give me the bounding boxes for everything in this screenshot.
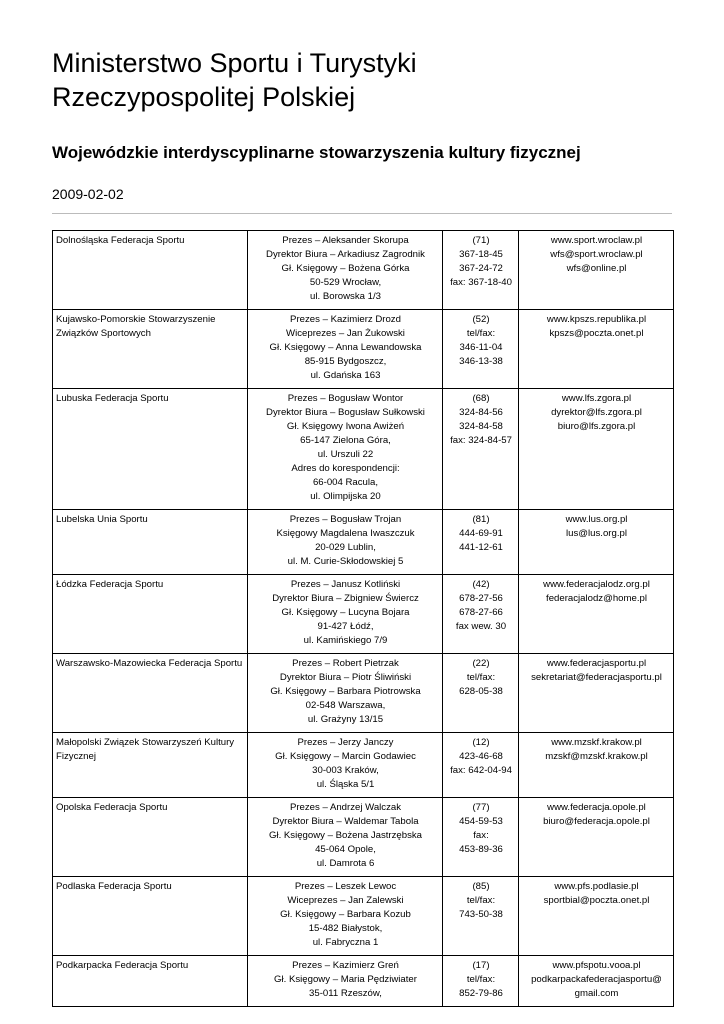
- table-row: [53, 231, 674, 310]
- web-line: kpszs@poczta.onet.pl: [549, 328, 644, 339]
- web-line: wfs@sport.wroclaw.pl: [550, 249, 643, 260]
- table-row: [53, 798, 674, 877]
- contact-line: Gł. Księgowy – Bożena Górka: [281, 263, 410, 274]
- phone-line: (85): [472, 881, 490, 892]
- web-cell: [519, 654, 674, 733]
- table-row: [53, 389, 674, 510]
- phone-line: tel/fax:: [466, 895, 496, 906]
- federation-name-cell: [53, 510, 248, 575]
- phones-cell: [443, 310, 519, 389]
- phone-line: 346-13-38: [459, 356, 503, 367]
- federation-name-cell: [53, 798, 248, 877]
- phone-line: fax: 642-04-94: [450, 765, 512, 776]
- web-line: sekretariat@federacjasportu.pl: [531, 672, 662, 683]
- table-row: [53, 877, 674, 956]
- web-line: wfs@online.pl: [566, 263, 627, 274]
- phones-cell: [443, 654, 519, 733]
- contact-line: 65-147 Zielona Góra,: [300, 435, 391, 446]
- phone-line: 444-69-91: [459, 528, 503, 539]
- phone-line: (81): [472, 514, 490, 525]
- web-line: www.lfs.zgora.pl: [561, 393, 632, 404]
- phone-line: 628-05-38: [459, 686, 503, 697]
- contact-line: Gł. Księgowy – Barbara Kozub: [280, 909, 411, 920]
- page-subtitle: Wojewódzkie interdyscyplinarne stowarzyszenia kultury fizycznej: [52, 143, 581, 162]
- contact-line: 15-482 Białystok,: [308, 923, 383, 934]
- contacts-cell: [248, 389, 443, 510]
- contact-line: ul. Śląska 5/1: [316, 779, 375, 790]
- contacts-cell: [248, 575, 443, 654]
- phone-line: 367-18-45: [459, 249, 503, 260]
- federation-name-cell: [53, 310, 248, 389]
- contact-line: Gł. Księgowy – Maria Pędziwiater: [274, 974, 417, 985]
- web-cell: [519, 389, 674, 510]
- contacts-cell: [248, 798, 443, 877]
- federation-name: Lubuska Federacja Sportu: [56, 393, 169, 404]
- phones-cell: [443, 231, 519, 310]
- federation-name-cell: [53, 733, 248, 798]
- federations-table: [52, 230, 674, 1007]
- phone-line: 454-59-53: [459, 816, 503, 827]
- contact-line: Prezes – Bogusław Trojan: [289, 514, 402, 525]
- federation-name: Łódzka Federacja Sportu: [56, 579, 164, 590]
- contact-line: Dyrektor Biura – Bogusław Sułkowski: [266, 407, 425, 418]
- web-cell: [519, 575, 674, 654]
- phone-line: (71): [472, 235, 490, 246]
- contact-line: Gł. Księgowy Iwona Awiżeń: [286, 421, 405, 432]
- web-line: www.kpszs.republika.pl: [546, 314, 647, 325]
- contact-line: Prezes – Robert Pietrzak: [292, 658, 399, 669]
- contact-line: Księgowy Magdalena Iwaszczuk: [276, 528, 415, 539]
- phone-line: tel/fax:: [466, 672, 496, 683]
- federation-name: Podlaska Federacja Sportu: [56, 881, 172, 892]
- contact-line: Wiceprezes – Jan Żukowski: [286, 328, 405, 339]
- page-title-line-1: Ministerstwo Sportu i Turystyki: [52, 48, 417, 78]
- federation-name: Małopolski Związek Stowarzyszeń Kultury Fizycznej: [56, 737, 235, 762]
- contact-line: Gł. Księgowy – Barbara Piotrowska: [270, 686, 421, 697]
- web-line: lus@lus.org.pl: [566, 528, 627, 539]
- web-cell: [519, 798, 674, 877]
- federation-name: Kujawsko-Pomorskie Stowarzyszenie Związków Sportowych: [56, 314, 216, 339]
- federation-name-cell: [53, 956, 248, 1007]
- phone-line: 324-84-58: [459, 421, 503, 432]
- contacts-cell: [248, 733, 443, 798]
- contacts-cell: [248, 956, 443, 1007]
- phone-line: tel/fax:: [466, 328, 496, 339]
- phone-line: fax: 324-84-57: [450, 435, 512, 446]
- contact-line: Dyrektor Biura – Zbigniew Świercz: [272, 593, 419, 604]
- federation-name: Warszawsko-Mazowiecka Federacja Sportu: [56, 658, 243, 669]
- contact-line: Gł. Księgowy – Marcin Godawiec: [275, 751, 416, 762]
- contact-line: Adres do korespondencji:: [291, 463, 400, 474]
- contact-line: ul. Olimpijska 20: [310, 491, 381, 502]
- contact-line: Gł. Księgowy – Bożena Jastrzębska: [268, 830, 423, 841]
- contact-line: ul. Kamińskiego 7/9: [303, 635, 388, 646]
- page-title: [52, 46, 417, 114]
- web-cell: [519, 733, 674, 798]
- contact-line: 20-029 Lublin,: [315, 542, 376, 553]
- web-line: www.mzskf.krakow.pl: [551, 737, 642, 748]
- web-cell: [519, 231, 674, 310]
- contact-line: Prezes – Leszek Lewoc: [294, 881, 397, 892]
- table-row: [53, 310, 674, 389]
- web-line: dyrektor@lfs.zgora.pl: [551, 407, 642, 418]
- phone-line: 678-27-66: [459, 607, 503, 618]
- federation-name: Podkarpacka Federacja Sportu: [56, 960, 189, 971]
- contact-line: 50-529 Wrocław,: [309, 277, 382, 288]
- federation-name-cell: [53, 389, 248, 510]
- web-line: www.federacjasportu.pl: [546, 658, 647, 669]
- contact-line: Gł. Księgowy – Lucyna Bojara: [281, 607, 410, 618]
- contact-line: Prezes – Janusz Kotliński: [290, 579, 401, 590]
- phone-line: 441-12-61: [459, 542, 503, 553]
- federations-table-body: [53, 231, 674, 1007]
- contact-line: Dyrektor Biura – Piotr Śliwiński: [279, 672, 412, 683]
- contact-line: 85-915 Bydgoszcz,: [304, 356, 387, 367]
- contact-line: ul. Gdańska 163: [310, 370, 381, 381]
- phone-line: fax: 367-18-40: [450, 277, 512, 288]
- federation-name: Lubelska Unia Sportu: [56, 514, 148, 525]
- federation-name-cell: [53, 654, 248, 733]
- phones-cell: [443, 575, 519, 654]
- phone-line: 346-11-04: [459, 342, 503, 353]
- phones-cell: [443, 798, 519, 877]
- phone-line: (68): [472, 393, 490, 404]
- table-row: [53, 654, 674, 733]
- contact-line: ul. Damrota 6: [316, 858, 375, 869]
- contact-line: ul. Borowska 1/3: [310, 291, 381, 302]
- contact-line: Prezes – Aleksander Skorupa: [282, 235, 409, 246]
- web-cell: [519, 510, 674, 575]
- phones-cell: [443, 733, 519, 798]
- web-line: www.sport.wroclaw.pl: [550, 235, 643, 246]
- phones-cell: [443, 877, 519, 956]
- phones-cell: [443, 510, 519, 575]
- phone-line: (22): [472, 658, 490, 669]
- contact-line: 91-427 Łódź,: [317, 621, 374, 632]
- phones-cell: [443, 389, 519, 510]
- phone-line: 678-27-56: [459, 593, 503, 604]
- web-cell: [519, 310, 674, 389]
- contact-line: ul. Fabryczna 1: [312, 937, 379, 948]
- phone-line: (77): [472, 802, 490, 813]
- table-row: [53, 956, 674, 1007]
- web-line: www.lus.org.pl: [565, 514, 628, 525]
- contact-line: 45-064 Opole,: [315, 844, 376, 855]
- web-cell: [519, 877, 674, 956]
- web-line: www.pfspotu.vooa.pl: [552, 960, 641, 971]
- header-divider: [52, 213, 672, 214]
- web-line: biuro@lfs.zgora.pl: [557, 421, 636, 432]
- contacts-cell: [248, 310, 443, 389]
- document-date: 2009-02-02: [52, 186, 124, 202]
- federation-name-cell: [53, 575, 248, 654]
- phone-line: 423-46-68: [459, 751, 503, 762]
- federation-name: Dolnośląska Federacja Sportu: [56, 235, 185, 246]
- phone-line: fax wew. 30: [455, 621, 507, 632]
- contact-line: ul. Urszuli 22: [317, 449, 374, 460]
- phone-line: 743-50-38: [459, 909, 503, 920]
- contact-line: 35-011 Rzeszów,: [309, 988, 382, 999]
- phone-line: (17): [472, 960, 490, 971]
- contact-line: Prezes – Kazimierz Greń: [292, 960, 399, 971]
- federation-name-cell: [53, 231, 248, 310]
- phone-line: fax:: [473, 830, 489, 841]
- web-line: www.federacja.opole.pl: [547, 802, 646, 813]
- contacts-cell: [248, 877, 443, 956]
- contact-line: Gł. Księgowy – Anna Lewandowska: [269, 342, 422, 353]
- table-row: [53, 575, 674, 654]
- contact-line: ul. Grażyny 13/15: [307, 714, 384, 725]
- phone-line: tel/fax:: [466, 974, 496, 985]
- contact-line: 30-003 Kraków,: [312, 765, 379, 776]
- web-line: gmail.com: [574, 988, 619, 999]
- phone-line: (12): [472, 737, 490, 748]
- contact-line: Wiceprezes – Jan Zalewski: [287, 895, 404, 906]
- phone-line: 367-24-72: [459, 263, 503, 274]
- contacts-cell: [248, 654, 443, 733]
- page-title-line-2: Rzeczypospolitej Polskiej: [52, 82, 356, 112]
- table-row: [53, 733, 674, 798]
- contact-line: 02-548 Warszawa,: [305, 700, 386, 711]
- phones-cell: [443, 956, 519, 1007]
- web-line: sportbial@poczta.onet.pl: [543, 895, 650, 906]
- web-line: www.federacjalodz.org.pl: [543, 579, 650, 590]
- phone-line: 324-84-56: [459, 407, 503, 418]
- contact-line: Dyrektor Biura – Arkadiusz Zagrodnik: [266, 249, 425, 260]
- contact-line: 66-004 Racula,: [312, 477, 379, 488]
- contact-line: ul. M. Curie-Skłodowskiej 5: [287, 556, 404, 567]
- contact-line: Dyrektor Biura – Waldemar Tabola: [272, 816, 419, 827]
- phone-line: (42): [472, 579, 490, 590]
- web-line: www.pfs.podlasie.pl: [554, 881, 639, 892]
- contact-line: Prezes – Bogusław Wontor: [287, 393, 404, 404]
- contacts-cell: [248, 231, 443, 310]
- contacts-cell: [248, 510, 443, 575]
- web-line: mzskf@mzskf.krakow.pl: [545, 751, 648, 762]
- phone-line: 852-79-86: [459, 988, 503, 999]
- contact-line: Prezes – Jerzy Janczy: [297, 737, 394, 748]
- contact-line: Prezes – Andrzej Walczak: [289, 802, 402, 813]
- web-cell: [519, 956, 674, 1007]
- web-line: biuro@federacja.opole.pl: [543, 816, 650, 827]
- contact-line: Prezes – Kazimierz Drozd: [290, 314, 401, 325]
- web-line: podkarpackafederacjasportu@: [531, 974, 662, 985]
- web-line: federacjalodz@home.pl: [546, 593, 647, 604]
- federation-name-cell: [53, 877, 248, 956]
- phone-line: (52): [472, 314, 490, 325]
- phone-line: 453-89-36: [459, 844, 503, 855]
- federation-name: Opolska Federacja Sportu: [56, 802, 168, 813]
- table-row: [53, 510, 674, 575]
